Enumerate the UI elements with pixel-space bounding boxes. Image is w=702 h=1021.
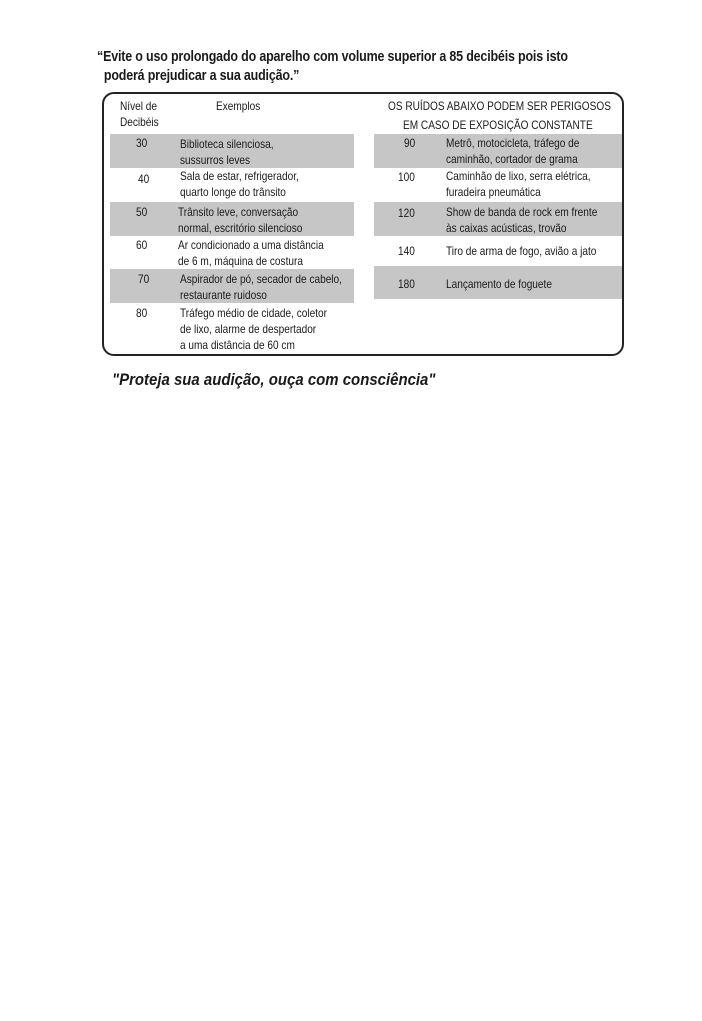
left-row-level: 40 <box>138 172 150 186</box>
warning-quote-line-1: “Evite o uso prolongado do aparelho com volume superior a 85 decibéis pois isto <box>97 49 568 65</box>
left-row-level: 80 <box>136 306 148 320</box>
danger-header-line-1: OS RUÍDOS ABAIXO PODEM SER PERIGOSOS <box>388 99 611 113</box>
left-row-example: restaurante ruidoso <box>180 288 267 302</box>
left-row-level: 30 <box>136 136 148 150</box>
level-header-line-2: Decibéis <box>120 115 159 129</box>
right-row-level: 140 <box>398 244 415 258</box>
warning-quote <box>97 48 596 86</box>
right-row-example: Metrô, motocicleta, tráfego de <box>446 136 580 150</box>
warning-quote-line-2: poderá prejudicar a sua audição.” <box>103 68 300 84</box>
left-row-example: de 6 m, máquina de costura <box>178 254 303 268</box>
left-row-example: sussurros leves <box>180 153 251 167</box>
right-row-example: caminhão, cortador de grama <box>446 152 578 166</box>
level-header-line-1: Nível de <box>120 99 157 113</box>
left-row-level: 70 <box>138 272 150 286</box>
right-row-example: Lançamento de foguete <box>446 277 552 291</box>
slogan: "Proteja sua audição, ouça com consciência" <box>112 370 436 389</box>
examples-header: Exemplos <box>216 99 261 113</box>
right-row-example: Tiro de arma de fogo, avião a jato <box>446 244 597 258</box>
left-row-example: Aspirador de pó, secador de cabelo, <box>180 272 342 286</box>
left-row-example: normal, escritório silencioso <box>178 221 303 235</box>
left-row-example: Tráfego médio de cidade, coletor <box>180 306 327 320</box>
danger-header-line-2: EM CASO DE EXPOSIÇÃO CONSTANTE <box>403 118 593 132</box>
left-row-example: Ar condicionado a uma distância <box>178 238 324 252</box>
right-row-example: Caminhão de lixo, serra elétrica, <box>446 169 591 183</box>
left-row-example: de lixo, alarme de despertador <box>180 322 317 336</box>
right-row-level: 90 <box>404 136 416 150</box>
left-row-example: quarto longe do trânsito <box>180 185 286 199</box>
right-row-level: 100 <box>398 170 415 184</box>
right-row-example: às caixas acústicas, trovão <box>446 221 567 235</box>
left-row-example: Trânsito leve, conversação <box>178 205 299 219</box>
left-row-example: Biblioteca silenciosa, <box>180 137 274 151</box>
left-row-example: a uma distância de 60 cm <box>180 338 295 352</box>
right-row-example: Show de banda de rock em frente <box>446 205 598 219</box>
right-row-level: 180 <box>398 277 415 291</box>
right-row-example: furadeira pneumática <box>446 185 541 199</box>
left-row-example: Sala de estar, refrigerador, <box>180 169 299 183</box>
left-row-level: 60 <box>136 238 148 252</box>
right-row-level: 120 <box>398 206 415 220</box>
left-row-level: 50 <box>136 205 148 219</box>
